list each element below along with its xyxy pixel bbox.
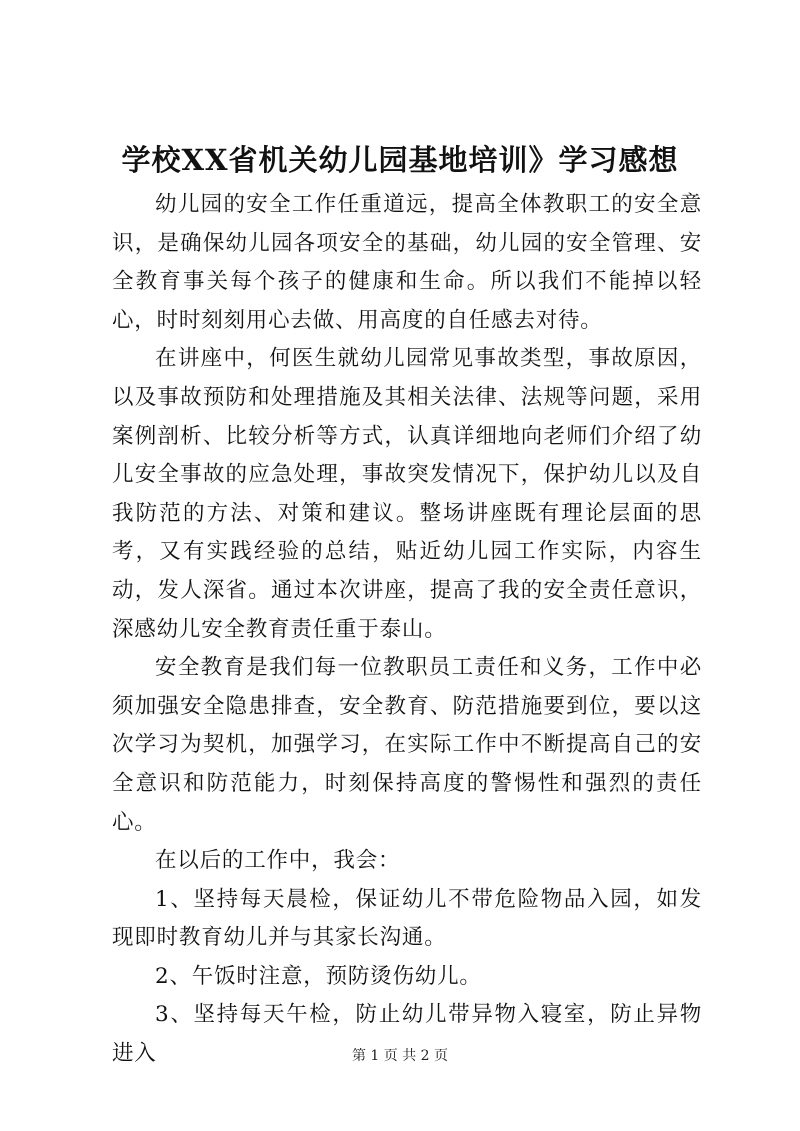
paragraph: 在讲座中，何医生就幼儿园常见事故类型，事故原因，以及事故预防和处理措施及其相关法律、法规等问题，采用案例剖析、比较分析等方式，认真详细地向老师们介绍了幼儿安全事故的应急处理，事故突发情况下，保护幼儿以及自我防范的方法、对策和建议。整场讲座既有理论层面的思考，又有实践经验的总结，贴近幼儿园工作实际，内容生动，发人深省。通过本次讲座，提高了我的安全责任意识，深感幼儿安全教育责任重于泰山。 — [112, 346, 702, 642]
list-item: 3、坚持每天午检，防止幼儿带异物入寝室，防止异物进入 — [112, 1002, 702, 1067]
list-item: 1、坚持每天晨检，保证幼儿不带危险物品入园，如发现即时教育幼儿并与其家长沟通。 — [112, 886, 702, 951]
page-number: 第 1 页 共 2 页 — [351, 1048, 449, 1064]
paragraph: 在以后的工作中，我会： — [155, 848, 401, 874]
list-item: 2、午饭时注意，预防烫伤幼儿。 — [155, 963, 482, 989]
document-body — [112, 186, 702, 1074]
document-title: 学校XX省机关幼儿园基地培训》学习感想 — [121, 143, 679, 177]
paragraph: 安全教育是我们每一位教职员工责任和义务，工作中必须加强安全隐患排查，安全教育、防范措施要到位，要以这次学习为契机，加强学习，在实际工作中不断提高自己的安全意识和防范能力，时刻保持高度的警惕性和强烈的责任心。 — [112, 655, 702, 835]
paragraph: 幼儿园的安全工作任重道远，提高全体教职工的安全意识，是确保幼儿园各项安全的基础，幼儿园的安全管理、安全教育事关每个孩子的健康和生命。所以我们不能掉以轻心，时时刻刻用心去做、用高度的自任感去对待。 — [112, 192, 702, 333]
